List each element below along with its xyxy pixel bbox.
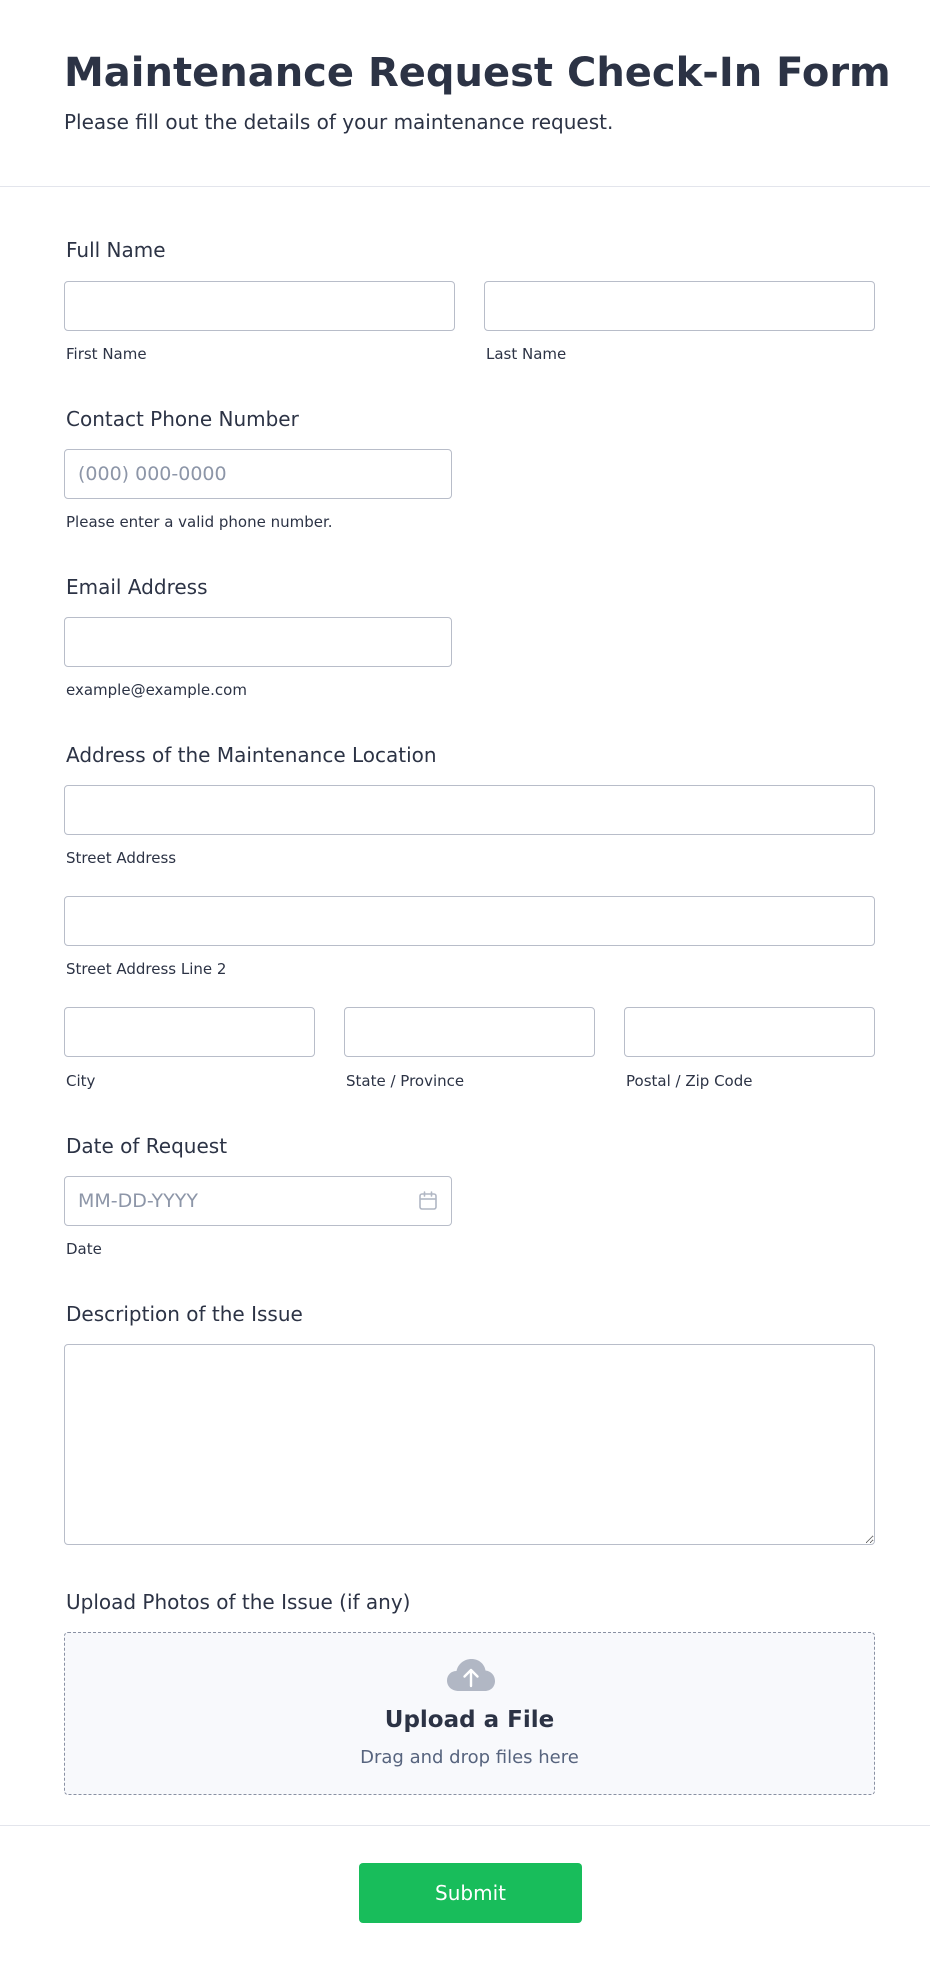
phone-input[interactable] <box>64 449 452 499</box>
state-sublabel: State / Province <box>346 1072 465 1090</box>
cloud-upload-icon <box>446 1658 496 1692</box>
form-header <box>0 0 930 187</box>
submit-button[interactable]: Submit <box>359 1863 582 1923</box>
date-input[interactable] <box>64 1176 452 1226</box>
email-label: Email Address <box>66 575 208 599</box>
file-upload-dropzone[interactable] <box>64 1632 875 1795</box>
first-name-input[interactable] <box>64 281 455 331</box>
first-name-sublabel: First Name <box>66 345 147 363</box>
street-address-line2-sublabel: Street Address Line 2 <box>66 960 227 978</box>
last-name-input[interactable] <box>484 281 875 331</box>
state-input[interactable] <box>344 1007 595 1057</box>
upload-label: Upload Photos of the Issue (if any) <box>66 1590 411 1614</box>
zip-sublabel: Postal / Zip Code <box>626 1072 753 1090</box>
phone-label: Contact Phone Number <box>66 407 299 431</box>
street-address-input[interactable] <box>64 785 875 835</box>
calendar-icon[interactable] <box>418 1190 438 1212</box>
page-title: Maintenance Request Check-In Form <box>64 50 891 96</box>
zip-input[interactable] <box>624 1007 875 1057</box>
full-name-label: Full Name <box>66 238 166 262</box>
description-label: Description of the Issue <box>66 1302 303 1326</box>
footer-divider <box>0 1825 930 1826</box>
description-textarea[interactable] <box>64 1344 875 1545</box>
address-label: Address of the Maintenance Location <box>66 743 437 767</box>
upload-hint: Drag and drop files here <box>360 1747 579 1768</box>
last-name-sublabel: Last Name <box>486 345 567 363</box>
date-label: Date of Request <box>66 1134 228 1158</box>
upload-title: Upload a File <box>384 1707 555 1733</box>
email-sublabel: example@example.com <box>66 681 247 699</box>
city-input[interactable] <box>64 1007 315 1057</box>
date-sublabel: Date <box>66 1240 102 1258</box>
page-subtitle: Please fill out the details of your maintenance request. <box>64 110 614 134</box>
street-address-sublabel: Street Address <box>66 849 177 867</box>
city-sublabel: City <box>66 1072 96 1090</box>
email-input[interactable] <box>64 617 452 667</box>
street-address-line2-input[interactable] <box>64 896 875 946</box>
phone-sublabel: Please enter a valid phone number. <box>66 513 333 531</box>
